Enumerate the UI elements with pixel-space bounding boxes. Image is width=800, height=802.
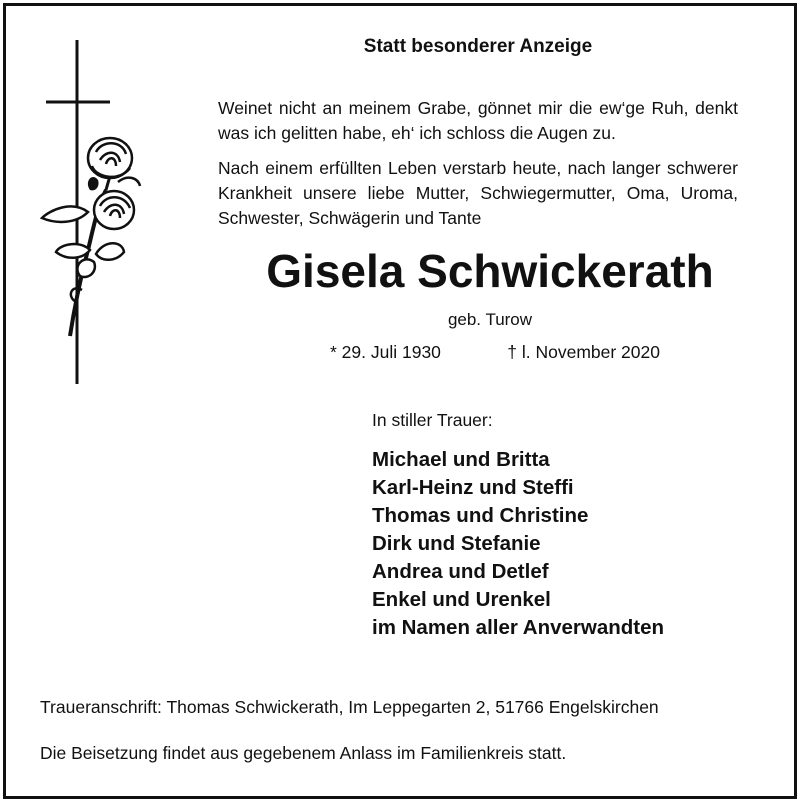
notice-heading: Statt besonderer Anzeige (363, 36, 593, 57)
birth-date: * 29. Juli 1930 (330, 342, 441, 362)
burial-note: Die Beisetzung findet aus gegebenem Anlass im Familienkreis statt. (40, 743, 567, 763)
mourner-entry: Karl-Heinz und Steffi (372, 476, 574, 499)
deceased-name: Gisela Schwickerath (266, 245, 714, 297)
mourner-entry: Thomas und Christine (372, 504, 589, 527)
announcement-text: Nach einem erfüllten Leben verstarb heute, nach langer schwerer Krankheit unsere liebe Mutter, Schwiegermutter, Oma, Uroma, Schwester, Schwägerin und Tante (218, 158, 738, 228)
life-dates (330, 342, 660, 363)
cross-with-roses-icon (36, 40, 146, 390)
mourner-entry: im Namen aller Anverwandten (372, 616, 665, 639)
poem-text: Weinet nicht an meinem Grabe, gönnet mir die ew‘ge Ruh, denkt was ich gelitten habe, eh‘ ich schloss die Augen zu. (218, 98, 738, 143)
mourner-entry: Dirk und Stefanie (372, 532, 541, 555)
mourning-label: In stiller Trauer: (372, 410, 493, 430)
mourners-list (372, 446, 664, 642)
birth-name: geb. Turow (447, 310, 533, 329)
mourner-entry: Enkel und Urenkel (372, 588, 551, 611)
mourning-address: Traueranschrift: Thomas Schwickerath, Im Leppegarten 2, 51766 Engelskirchen (40, 697, 659, 717)
death-date: † l. November 2020 (507, 342, 660, 362)
mourner-entry: Michael und Britta (372, 448, 550, 471)
mourner-entry: Andrea und Detlef (372, 560, 549, 583)
